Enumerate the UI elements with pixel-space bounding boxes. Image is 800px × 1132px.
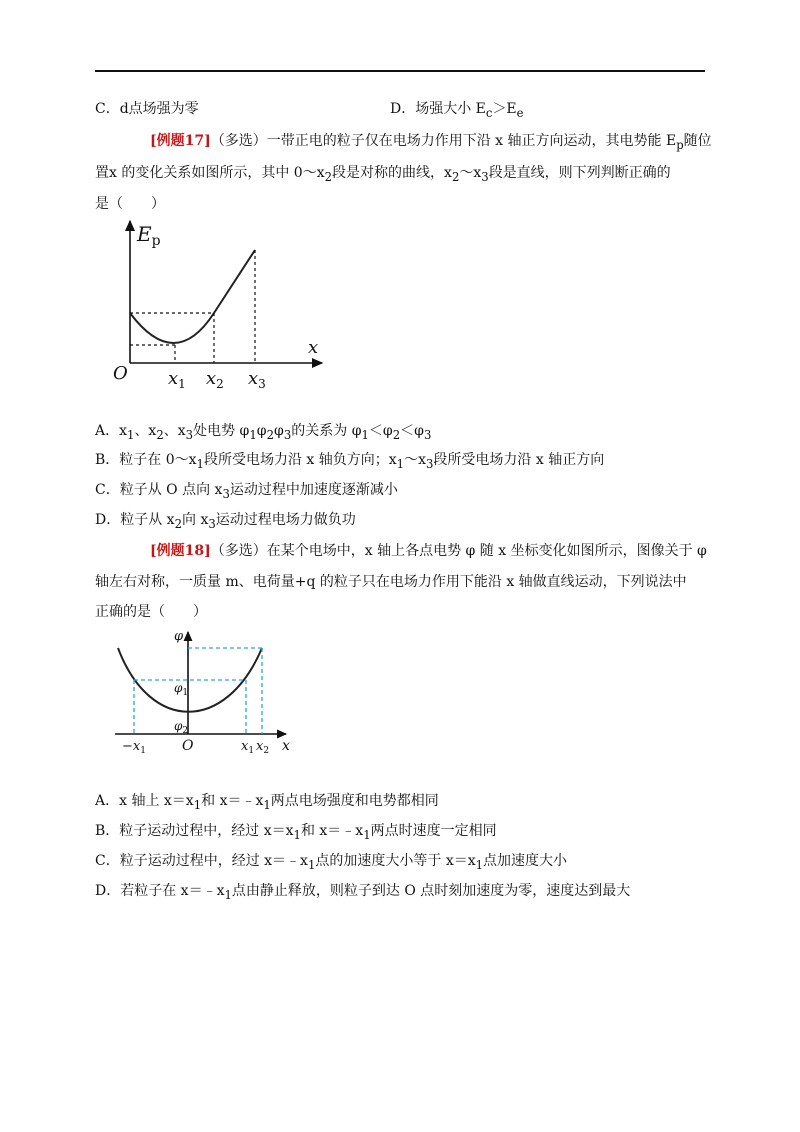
text-run: 2 bbox=[263, 746, 270, 756]
text: （多选）一带正电的粒子仅在电场力作用下沿 x 轴正方向运动，其电势能 E bbox=[210, 133, 677, 149]
text-run: 、x bbox=[163, 423, 186, 439]
text: 正确的是（ ） bbox=[95, 604, 207, 620]
text-run: 和 x＝﹣x bbox=[201, 793, 264, 809]
text: 是（ ） bbox=[95, 196, 165, 212]
text-run: p bbox=[151, 233, 161, 249]
question-tag: [例题17] bbox=[150, 133, 211, 149]
subscript: 1 bbox=[193, 797, 202, 812]
text: 置x 的变化关系如图所示，其中 0～x bbox=[95, 165, 325, 181]
subscript: 1 bbox=[127, 427, 135, 442]
option-c-text: C．d点场强为零 bbox=[95, 101, 199, 117]
text-run: C．粒子从 O 点向 x bbox=[95, 482, 223, 498]
tick-x2 bbox=[256, 739, 269, 756]
text-run: 3 bbox=[258, 377, 266, 391]
subscript: 1 bbox=[361, 427, 369, 442]
text-run: ～x bbox=[404, 452, 426, 468]
text-run: 段所受电场力沿 x 轴正方向 bbox=[433, 452, 605, 468]
subscript: 1 bbox=[263, 797, 271, 812]
ep-curve bbox=[130, 250, 255, 343]
text-run: φ bbox=[174, 681, 183, 695]
subscript: 1 bbox=[249, 427, 257, 442]
y-axis-label: φ bbox=[174, 629, 184, 644]
question-tag: [例题18] bbox=[150, 543, 211, 559]
sub: 3 bbox=[481, 169, 489, 184]
q17-option-c bbox=[95, 479, 398, 501]
subscript: 3 bbox=[222, 486, 230, 501]
subscript: 2 bbox=[266, 427, 275, 442]
subscript: 1 bbox=[475, 857, 484, 872]
phi-x-graph bbox=[110, 628, 300, 758]
tick-x1 bbox=[168, 368, 186, 391]
subscript: 1 bbox=[224, 887, 232, 902]
option-d-text: D．场强大小 E bbox=[390, 101, 486, 117]
subscript: 2 bbox=[174, 516, 182, 531]
x-axis-label: x bbox=[282, 738, 290, 754]
ep-x-graph bbox=[110, 215, 330, 390]
text-run: ＜φ bbox=[368, 423, 393, 439]
subscript: 1 bbox=[293, 827, 301, 842]
header-rule bbox=[95, 70, 705, 72]
text-run: −x bbox=[122, 739, 141, 754]
text-run: 点加速度大小 bbox=[483, 853, 568, 869]
q17-line-2 bbox=[95, 162, 671, 184]
text-run: 向 x bbox=[182, 512, 209, 528]
q18-option-b bbox=[95, 820, 497, 842]
text-run: φ bbox=[274, 423, 284, 439]
text-run: 两点时速度一定相同 bbox=[370, 823, 497, 839]
text-run: 1 bbox=[178, 377, 186, 391]
q17-line-3 bbox=[95, 193, 165, 213]
text-run: x bbox=[206, 368, 217, 389]
text-run: 处电势 φ bbox=[193, 423, 250, 439]
subscript: 3 bbox=[283, 427, 292, 442]
subscript: 3 bbox=[185, 427, 194, 442]
y-axis-label bbox=[136, 222, 161, 249]
text-run: B．粒子在 0～x bbox=[95, 452, 197, 468]
text: 轴左右对称，一质量 m、电荷量+q 的粒子只在电场力作用下能沿 x 轴做直线运动，下列说法中 bbox=[95, 574, 687, 590]
tick-x2 bbox=[206, 368, 224, 391]
text-run: x bbox=[241, 739, 249, 754]
q17-option-a bbox=[95, 420, 431, 442]
phi1-label bbox=[174, 681, 188, 698]
subscript: 1 bbox=[396, 456, 405, 471]
prev-option-d bbox=[390, 98, 524, 120]
text-run: D．粒子从 x bbox=[95, 512, 175, 528]
q18-option-d bbox=[95, 880, 630, 902]
q18-line-2 bbox=[95, 571, 687, 591]
origin-label: O bbox=[182, 738, 194, 754]
text: （多选）在某个电场中，x 轴上各点电势 φ 随 x 坐标变化如图所示，图像关于 φ bbox=[210, 543, 707, 559]
text: 随位 bbox=[683, 133, 712, 149]
text-run: 1 bbox=[248, 746, 255, 756]
text-run: x bbox=[256, 739, 264, 754]
sub: c bbox=[485, 105, 493, 120]
tick-x3 bbox=[248, 368, 266, 391]
subscript: 1 bbox=[307, 857, 316, 872]
text-run: φ bbox=[174, 719, 183, 733]
text-run: D．若粒子在 x＝﹣x bbox=[95, 883, 225, 899]
q18-line-3 bbox=[95, 601, 207, 621]
tick-neg-x1 bbox=[122, 739, 146, 756]
text: 段是对称的曲线，x bbox=[332, 165, 452, 181]
x-axis-label: x bbox=[308, 337, 319, 358]
subscript: 2 bbox=[392, 427, 401, 442]
text-run: 的关系为 φ bbox=[291, 423, 362, 439]
sub: e bbox=[516, 105, 524, 120]
text-run: 1 bbox=[140, 746, 146, 756]
text-run: B．粒子运动过程中，经过 x＝x bbox=[95, 823, 294, 839]
origin-label: O bbox=[113, 363, 128, 384]
text-run: 和 x＝﹣x bbox=[300, 823, 364, 839]
q17-option-b bbox=[95, 449, 604, 471]
subscript: 3 bbox=[426, 456, 434, 471]
text-run: C．粒子运动过程中，经过 x＝﹣x bbox=[95, 853, 308, 869]
text-run: ＜φ bbox=[400, 423, 424, 439]
text-run: 2 bbox=[182, 726, 189, 736]
subscript: 2 bbox=[156, 427, 164, 442]
text-run: 段所受电场力沿 x 轴负方向；x bbox=[203, 452, 397, 468]
text-run: 运动过程电场力做负功 bbox=[215, 512, 356, 528]
text-run: 点的加速度大小等于 x＝x bbox=[315, 853, 476, 869]
tick-x1 bbox=[241, 739, 254, 756]
prev-option-c bbox=[95, 98, 199, 118]
text-run: A．x bbox=[95, 423, 128, 439]
text-run: 1 bbox=[182, 688, 189, 698]
option-d-text: ＞E bbox=[492, 101, 517, 117]
q17-line-1 bbox=[150, 130, 712, 152]
q18-line-1 bbox=[150, 540, 707, 560]
text-run: 两点电场强度和电势都相同 bbox=[270, 793, 439, 809]
text-run: 、x bbox=[134, 423, 157, 439]
text: 段是直线，则下列判断正确的 bbox=[488, 165, 671, 181]
subscript: 1 bbox=[196, 456, 204, 471]
text-run: 运动过程中加速度逐渐减小 bbox=[229, 482, 398, 498]
q17-option-d bbox=[95, 509, 356, 531]
text-run: 2 bbox=[216, 377, 224, 391]
text-run: x bbox=[248, 368, 259, 389]
subscript: 3 bbox=[423, 427, 432, 442]
text-run: 点由静止释放，则粒子到达 O 点时刻加速度为零，速度达到最大 bbox=[231, 883, 631, 899]
sub: 2 bbox=[451, 169, 460, 184]
text-run: φ bbox=[256, 423, 267, 439]
q18-option-c bbox=[95, 850, 567, 872]
text-run: A．x 轴上 x＝x bbox=[95, 793, 194, 809]
sub: p bbox=[676, 137, 684, 152]
text-run: x bbox=[168, 368, 179, 389]
text: ～x bbox=[459, 165, 482, 181]
text-run: E bbox=[137, 222, 152, 246]
subscript: 3 bbox=[208, 516, 216, 531]
subscript: 1 bbox=[363, 827, 371, 842]
sub: 2 bbox=[324, 169, 333, 184]
q18-option-a bbox=[95, 790, 439, 812]
